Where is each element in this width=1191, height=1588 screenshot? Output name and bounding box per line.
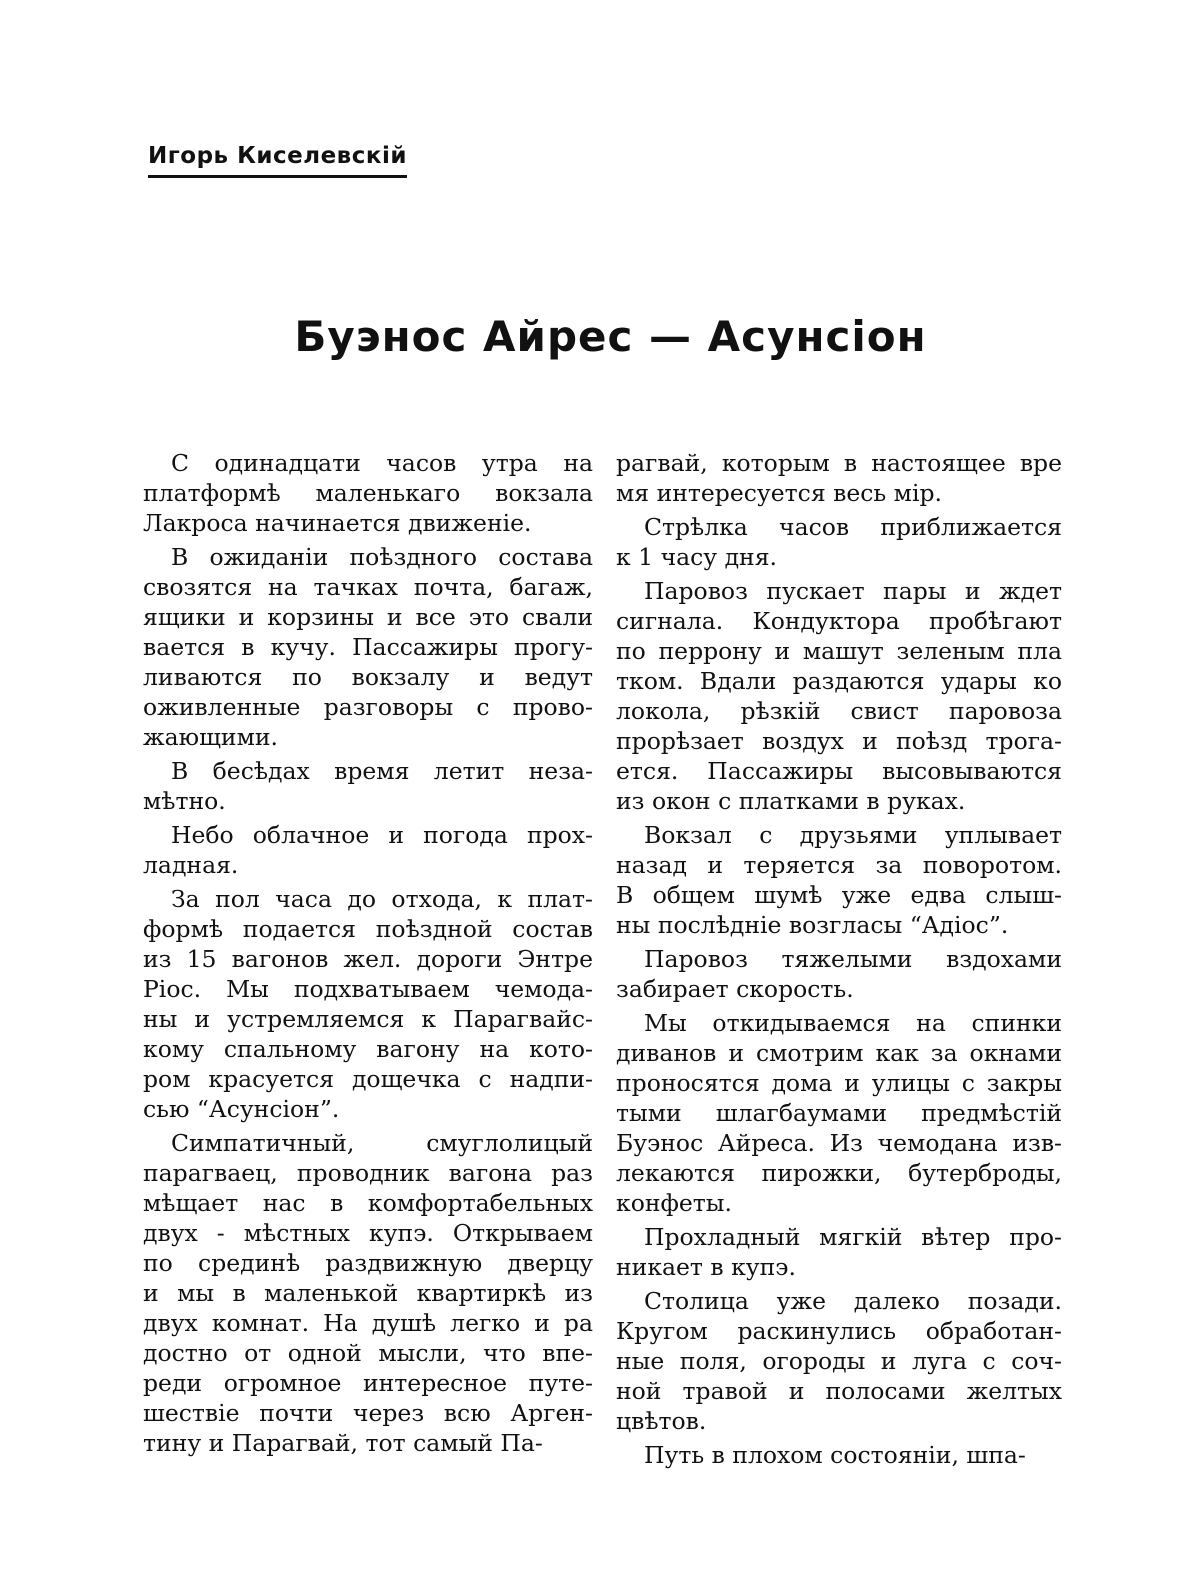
article-title: Буэнос Айрес — Асунсіон: [294, 312, 927, 361]
text-line: Мы откидываемся на спинки: [644, 1009, 1062, 1037]
text-line: сигнала. Кондуктора пробѣгают: [616, 607, 1062, 635]
text-line: двух - мѣстных купэ. Открываем: [143, 1219, 593, 1247]
text-line: жающими.: [143, 723, 279, 751]
text-line: прорѣзает воздух и поѣзд трога-: [616, 727, 1062, 755]
text-line: Буэнос Айреса. Из чемодана изв-: [616, 1129, 1062, 1157]
text-line: В ожиданіи поѣздного состава: [171, 543, 593, 571]
text-line: по перрону и машут зеленым пла: [616, 637, 1062, 665]
text-line: оживленные разговоры с прово-: [143, 693, 593, 721]
text-line: ные поля, огороды и луга с соч-: [616, 1347, 1062, 1375]
text-line: ной травой и полосами желтых: [616, 1377, 1062, 1405]
author-byline: Игорь Киселевскій: [148, 143, 407, 178]
text-line: мя интересуется весь мір.: [616, 479, 942, 507]
text-line: ладная.: [143, 851, 239, 879]
text-line: В бесѣдах время летит неза-: [171, 757, 593, 785]
text-line: диванов и смотрим как за окнами: [616, 1039, 1062, 1067]
text-line: За пол часа до отхода, к плат-: [171, 885, 593, 913]
text-line: Прохладный мягкій вѣтер про-: [644, 1223, 1062, 1251]
text-line: свозятся на тачках почта, багаж,: [143, 573, 593, 601]
text-line: ны послѣдніе возгласы “Адіос”.: [616, 911, 1009, 939]
text-line: ливаются по вокзалу и ведут: [143, 663, 593, 691]
text-line: реди огромное интересное путе-: [143, 1369, 593, 1397]
text-line: к 1 часу дня.: [616, 543, 778, 571]
text-line: В общем шумѣ уже едва слыш-: [616, 881, 1062, 909]
text-line: ящики и корзины и все это свали: [143, 603, 593, 631]
paragraph: [616, 944, 1062, 1004]
paragraph: [143, 756, 593, 816]
text-line: Паровоз пускает пары и ждет: [644, 577, 1062, 605]
text-line: тком. Вдали раздаются удары ко: [616, 667, 1062, 695]
text-line: Симпатичный, смуглолицый: [171, 1129, 593, 1157]
text-line: из 15 вагонов жел. дороги Энтре: [143, 945, 593, 973]
paragraph: [616, 1286, 1062, 1436]
text-line: из окон с платками в руках.: [616, 787, 966, 815]
text-line: Лакроса начинается движеніе.: [143, 509, 532, 537]
text-line: мѣтно.: [143, 787, 226, 815]
text-line: Ріос. Мы подхватываем чемода-: [143, 975, 593, 1003]
text-line: С одинадцати часов утра на: [171, 449, 593, 477]
text-line: ется. Пассажиры высовываются: [616, 757, 1062, 785]
text-line: конфеты.: [616, 1189, 732, 1217]
paragraph: [143, 1128, 593, 1458]
text-line: Путь в плохом состояніи, шпа-: [644, 1441, 1026, 1469]
text-line: двух комнат. На душѣ легко и ра: [143, 1309, 593, 1337]
text-column-right: [616, 448, 1062, 1474]
paragraph: [616, 1008, 1062, 1218]
paragraph: [616, 820, 1062, 940]
text-line: Вокзал с друзьями уплывает: [644, 821, 1062, 849]
paragraph: [143, 820, 593, 880]
text-line: мѣщает нас в комфортабельных: [143, 1189, 593, 1217]
text-line: рагвай, которым в настоящее вре: [616, 449, 1062, 477]
text-line: проносятся дома и улицы с закры: [616, 1069, 1062, 1097]
text-line: Паровоз тяжелыми вздохами: [644, 945, 1062, 973]
text-line: Небо облачное и погода прох-: [171, 821, 593, 849]
text-line: парагваец, проводник вагона раз: [143, 1159, 593, 1187]
paragraph: [616, 1440, 1062, 1470]
paragraph: [143, 884, 593, 1124]
text-line: по срединѣ раздвижную дверцу: [143, 1249, 593, 1277]
text-line: забирает скорость.: [616, 975, 854, 1003]
paragraph: [616, 512, 1062, 572]
text-column-left: [143, 448, 593, 1462]
paragraph: [143, 448, 593, 538]
text-line: и мы в маленькой квартиркѣ из: [143, 1279, 593, 1307]
text-line: Стрѣлка часов приближается: [644, 513, 1062, 541]
text-line: кому спальному вагону на кото-: [143, 1035, 593, 1063]
text-line: назад и теряется за поворотом.: [616, 851, 1062, 879]
text-line: Столица уже далеко позади.: [644, 1287, 1062, 1315]
text-line: лекаются пирожки, бутерброды,: [616, 1159, 1062, 1187]
text-line: достно от одной мысли, что впе-: [143, 1339, 593, 1367]
text-line: локола, рѣзкій свист паровоза: [616, 697, 1062, 725]
paragraph: [616, 1222, 1062, 1282]
text-line: тину и Парагвай, тот самый Па-: [143, 1429, 543, 1457]
paragraph: [616, 448, 1062, 508]
text-line: тыми шлагбаумами предмѣстій: [616, 1099, 1062, 1127]
text-line: платформѣ маленькаго вокзала: [143, 479, 593, 507]
text-line: шествіе почти через всю Арген-: [143, 1399, 593, 1427]
text-line: формѣ подается поѣздной состав: [143, 915, 593, 943]
text-line: ром красуется дощечка с надпи-: [143, 1065, 593, 1093]
text-line: ны и устремляемся к Парагвайс-: [143, 1005, 593, 1033]
text-line: сью “Асунсіон”.: [143, 1095, 340, 1123]
text-line: Кругом раскинулись обработан-: [616, 1317, 1062, 1345]
text-line: никает в купэ.: [616, 1253, 796, 1281]
paragraph: [616, 576, 1062, 816]
paragraph: [143, 542, 593, 752]
text-line: цвѣтов.: [616, 1407, 707, 1435]
text-line: вается в кучу. Пассажиры прогу-: [143, 633, 593, 661]
